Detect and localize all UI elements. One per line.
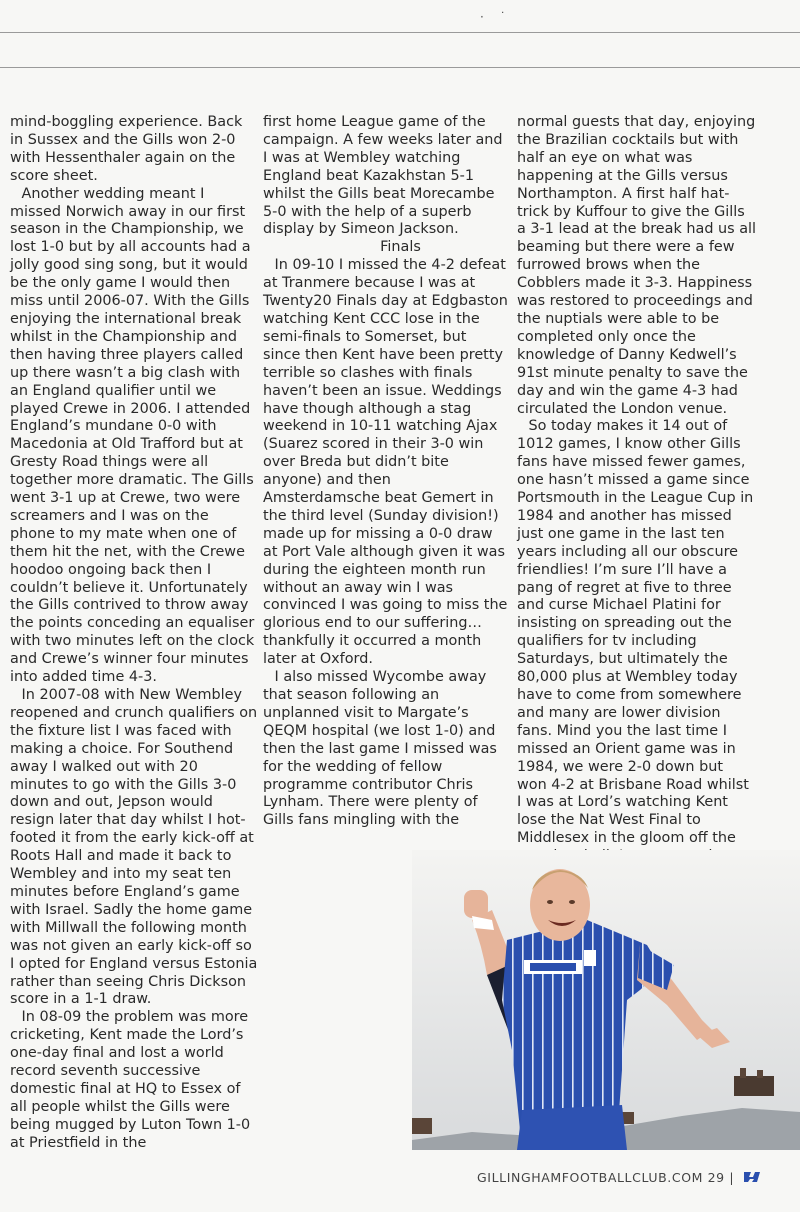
article-column-1	[10, 114, 258, 1153]
paragraph: Another wedding meant I missed Norwich away in our first season in the Championship, we lost 1-0 but by all accounts had a jolly good sing song, but it would be the only game I would then miss until 2006-07. With the Gills enjoying the international break whilst in the Championship and then having three players called up there wasn’t a big clash with an England qualifier until we played Crewe in 2006. I attended England’s mundane 0-0 with Macedonia at Old Trafford but at Gresty Road things were all together more dramatic. The Gills went 3-1 up at Crewe, two were screamers and I was on the phone to my mate when one of them hit the net, with the Crewe hoodoo ongoing back then I couldn’t believe it. Unfortunately the Gills contrived to throw away the points conceding an equaliser with two minutes left on the clock and Crewe’s winner four minutes into added time 4-3.	[10, 185, 255, 686]
paragraph: In 09-10 I missed the 4-2 defeat at Tranmere because I was at Twenty20 Finals day at Edgbaston watching Kent CCC lose in the semi-finals to Somerset, but since then Kent have been pretty terrible so clashes with finals haven’t been an issue. Weddings have though although a stag weekend in 10-11 watching Ajax (Suarez scored in their 3-0 win over Breda but didn’t bite anyone) and then Amsterdamsche beat Gemert in the third level (Sunday division!) made up for missing a 0-0 draw at Port Vale although given it was during the eighteen month run without an away win I was convinced I was going to miss the glorious end to our suffering… thankfully it occurred a month later at Oxford.	[263, 257, 508, 668]
top-rule	[0, 32, 800, 33]
page-footer	[477, 1170, 761, 1185]
paragraph: I also missed Wycombe away that season following an unplanned visit to Margate’s QEQM hospital (we lost 1-0) and then the last game I missed was for the wedding of fellow programme contributor Chris Lynham. There were plenty of Gills fans mingling with the	[263, 669, 497, 829]
paragraph: In 08-09 the problem was more cricketing, Kent made the Lord’s one-day final and lost a world record seventh successive domestic final at HQ to Essex of all people whilst the Gills were being mugged by Luton Town 1-0 at Priestfield in the	[10, 1009, 251, 1151]
paragraph: first home League game of the campaign. A few weeks later and I was at Wembley watching England beat Kazakhstan 5-1 whilst the Gills beat Morecambe 5-0 with the help of a superb display by Simeon Jackson.	[263, 114, 503, 238]
section-heading: Finals	[380, 239, 421, 256]
footer-page-number: 29	[707, 1170, 725, 1185]
paragraph: mind-boggling experience. Back in Sussex and the Gills won 2-0 with Hessenthaler again on the score sheet.	[10, 114, 243, 184]
paragraph: So today makes it 14 out of 1012 games, I know other Gills fans have missed fewer games, one hasn’t missed a game since Portsmouth in the League Cup in 1984 and another has missed just one game in the last ten years including all our obscure friendlies! I’m sure I’ll have a pang of regret at five to three and curse Michael Platini for insisting on spreading out the qualifiers for tv including Saturdays, but ultimately the 80,000 plus at Wembley today have to come from somewhere and many are lower division fans. Mind you the last time I missed an Orient game was in 1984, we were 2-0 down but won 4-2 at Brisbane Road whilst I was at Lord’s watching Kent lose the Nat West Final to Middlesex in the gloom off the	[517, 418, 754, 847]
paragraph: In 2007-08 with New Wembley reopened and crunch qualifiers on the fixture list I was faced with making a choice. For Southend away I walked out with 20 minutes to go with the Gills 3-0 down and out, Jepson would resign later that day whilst I hot-footed it from the early kick-off at Roots Hall and made it back to Wembley and into my seat ten minutes before England’s game with Israel. Sadly the home game with Millwall the following month was not given an early kick-off so I opted for England versus Estonia rather than seeing Chris Dickson score in a 1-1 draw.	[10, 687, 258, 1008]
header-rule	[0, 67, 800, 68]
footer-site: GILLINGHAMFOOTBALLCLUB.COM	[477, 1170, 704, 1185]
club-logo-icon	[743, 1170, 761, 1184]
print-speck: · ˙	[480, 10, 512, 24]
celebrating-player-icon	[412, 850, 800, 1150]
paragraph: normal guests that day, enjoying the Brazilian cocktails but with half an eye on what was happening at the Gills versus Northampton. A first half hat-trick by Kuffour to give the Gills a 3-1 lead at the break had us all beaming but there were a few furrowed brows when the Cobblers made it 3-3. Happiness was restored to proceedings and the nuptials were able to be completed only once the knowledge of Danny Kedwell’s 91st minute penalty to save the day and win the game 4-3 had circulated the London venue.	[517, 114, 757, 417]
celebrating-player-photo	[412, 850, 800, 1150]
article-column-3	[517, 114, 757, 866]
article-column-2	[263, 114, 508, 830]
footer-separator: |	[729, 1170, 735, 1185]
